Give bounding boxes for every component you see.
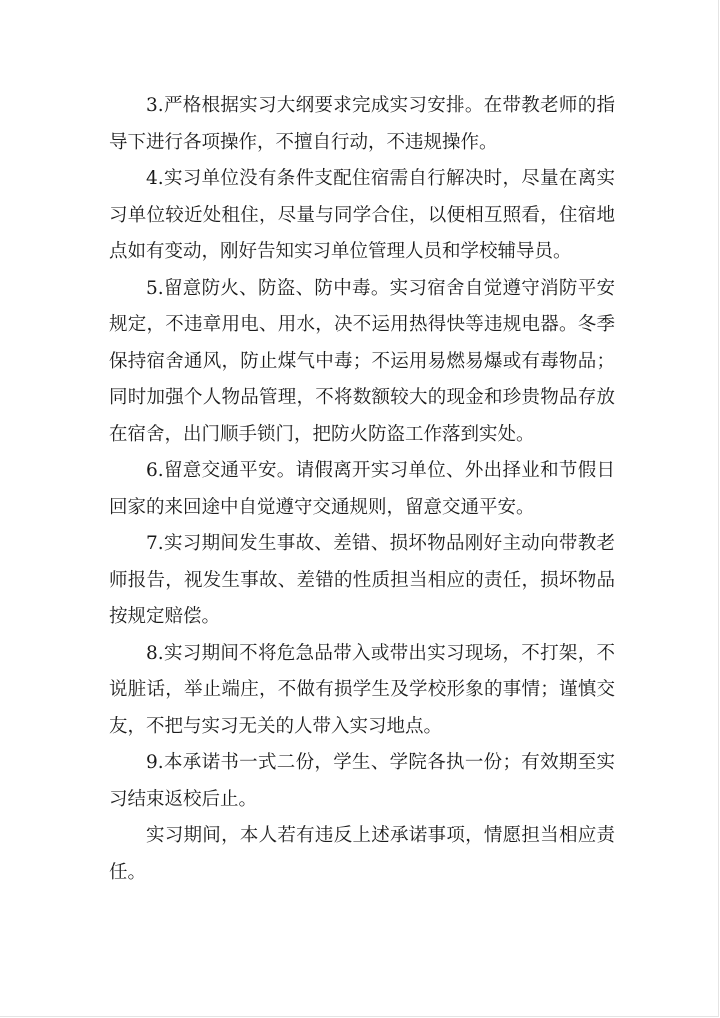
paragraph-item-6: 6.留意交通平安。请假离开实习单位、外出择业和节假日回家的来回途中自觉遵守交通规则，留意交通平安。 bbox=[109, 460, 615, 518]
document-body bbox=[109, 88, 615, 891]
paragraph-item-5: 5.留意防火、防盗、防中毒。实习宿舍自觉遵守消防平安规定，不违章用电、用水，决不运用热得快等违规电器。冬季保持宿舍通风，防止煤气中毒；不运用易燃易爆或有毒物品；同时加强个人物品管理，不将数额较大的现金和珍贵物品存放在宿舍，出门顺手锁门，把防火防盗工作落到实处。 bbox=[109, 277, 615, 445]
paragraph-item-4: 4.实习单位没有条件支配住宿需自行解决时，尽量在离实习单位较近处租住，尽量与同学合住，以便相互照看，住宿地点如有变动，刚好告知实习单位管理人员和学校辅导员。 bbox=[109, 168, 615, 262]
paragraph-item-8: 8.实习期间不将危急品带入或带出实习现场，不打架，不说脏话，举止端庄，不做有损学生及学校形象的事情；谨慎交友，不把与实习无关的人带入实习地点。 bbox=[109, 642, 615, 737]
paragraph-item-9: 9.本承诺书一式二份，学生、学院各执一份；有效期至实习结束返校后止。 bbox=[109, 752, 615, 810]
closing-statement: 实习期间，本人若有违反上述承诺事项，情愿担当相应责任。 bbox=[109, 825, 615, 883]
paragraph-item-7: 7.实习期间发生事故、差错、损坏物品刚好主动向带教老师报告，视发生事故、差错的性质担当相应的责任，损坏物品按规定赔偿。 bbox=[109, 533, 615, 627]
paragraph-item-3: 3.严格根据实习大纲要求完成实习安排。在带教老师的指导下进行各项操作，不擅自行动，不违规操作。 bbox=[109, 95, 615, 153]
